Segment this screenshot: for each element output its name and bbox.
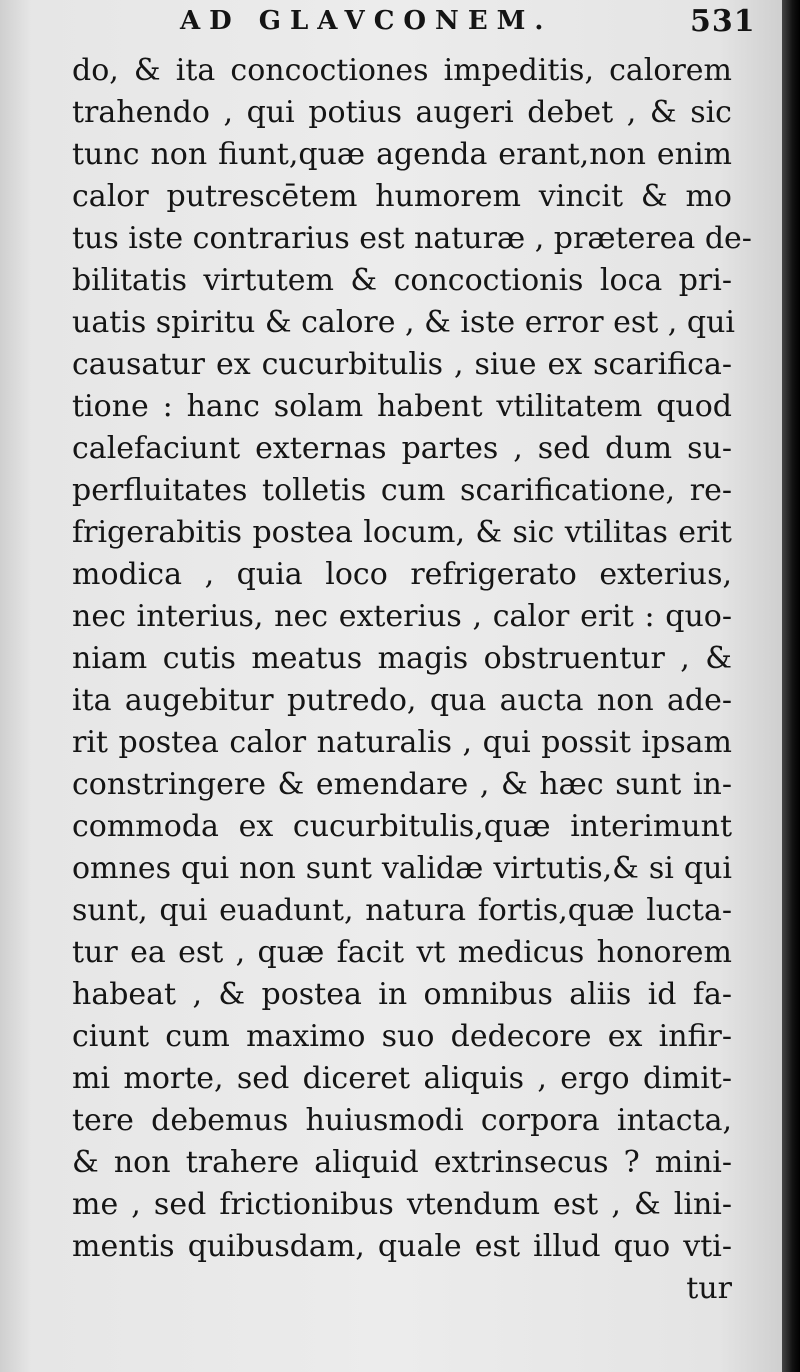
text-line: trahendo , qui potius augeri debet , & sic bbox=[72, 95, 732, 130]
text-line: sunt, qui euadunt, natura fortis,quæ lucta- bbox=[72, 893, 732, 928]
text-line: calor putrescētem humorem vincit & mo bbox=[72, 179, 732, 214]
page-number: 531 bbox=[690, 4, 756, 39]
text-line: mentis quibusdam, quale est illud quo vti- bbox=[72, 1229, 732, 1264]
text-line: me , sed frictionibus vtendum est , & lini- bbox=[72, 1187, 732, 1222]
text-line: tus iste contrarius est naturæ , præterea de- bbox=[72, 221, 752, 256]
text-line: perfluitates tolletis cum scarificatione, re- bbox=[72, 473, 732, 508]
text-line: frigerabitis postea locum, & sic vtilitas erit bbox=[72, 515, 732, 550]
text-line: ita augebitur putredo, qua aucta non ade- bbox=[72, 683, 732, 718]
text-line: modica , quia loco refrigerato exterius, bbox=[72, 557, 732, 592]
text-line: habeat , & postea in omnibus aliis id fa- bbox=[72, 977, 732, 1012]
text-line: constringere & emendare , & hæc sunt in- bbox=[72, 767, 732, 802]
text-line: do, & ita concoctiones impeditis, calorem bbox=[72, 53, 732, 88]
text-line: nec interius, nec exterius , calor erit : quo- bbox=[72, 599, 732, 634]
running-title: AD GLAVCONEM. bbox=[180, 6, 553, 36]
text-line: ciunt cum maximo suo dedecore ex infir- bbox=[72, 1019, 732, 1054]
text-line: rit postea calor naturalis , qui possit ipsam bbox=[72, 725, 732, 760]
text-line: commoda ex cucurbitulis,quæ interimunt bbox=[72, 809, 732, 844]
body-text bbox=[72, 50, 752, 1310]
catchword: tur bbox=[686, 1271, 732, 1306]
text-line: causatur ex cucurbitulis , siue ex scarifica- bbox=[72, 347, 732, 382]
text-line: calefaciunt externas partes , sed dum su- bbox=[72, 431, 732, 466]
text-line: niam cutis meatus magis obstruentur , & bbox=[72, 641, 732, 676]
text-line: tur ea est , quæ facit vt medicus honorem bbox=[72, 935, 732, 970]
text-line: omnes qui non sunt validæ virtutis,& si qui bbox=[72, 851, 732, 886]
text-line: & non trahere aliquid extrinsecus ? mini- bbox=[72, 1145, 732, 1180]
text-line: tere debemus huiusmodi corpora intacta, bbox=[72, 1103, 732, 1138]
text-line: tione : hanc solam habent vtilitatem quod bbox=[72, 389, 732, 424]
text-line: mi morte, sed diceret aliquis , ergo dimit- bbox=[72, 1061, 732, 1096]
page-edge-shadow bbox=[782, 0, 800, 1372]
text-line: tunc non fiunt,quæ agenda erant,non enim bbox=[72, 137, 732, 172]
text-line: bilitatis virtutem & concoctionis loca pri- bbox=[72, 263, 732, 298]
text-line: uatis spiritu & calore , & iste error est , qui bbox=[72, 305, 736, 340]
